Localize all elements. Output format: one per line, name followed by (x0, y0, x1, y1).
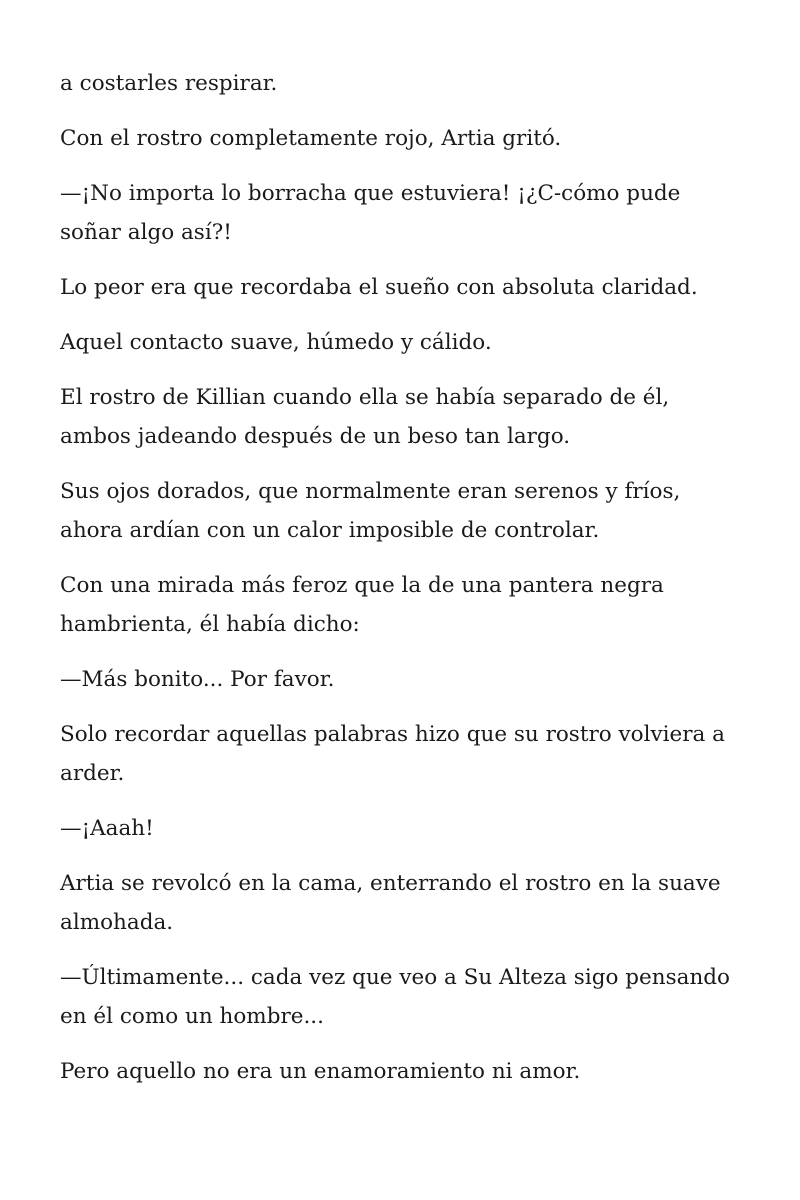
paragraph: —Últimamente... cada vez que veo a Su Alteza sigo pensando en él como un hombre... (60, 965, 730, 1029)
paragraph: —¡No importa lo borracha que estuviera! ¡¿C-cómo pude soñar algo así?! (60, 181, 681, 245)
paragraph: Pero aquello no era un enamoramiento ni amor. (60, 1059, 581, 1084)
paragraph: a costarles respirar. (60, 71, 278, 96)
paragraph: —Más bonito... Por favor. (60, 667, 335, 692)
paragraph: Con el rostro completamente rojo, Artia gritó. (60, 126, 562, 151)
paragraph: Con una mirada más feroz que la de una pantera negra hambrienta, él había dicho: (60, 573, 664, 637)
paragraph: —¡Aaah! (60, 816, 154, 841)
paragraph: El rostro de Killian cuando ella se había separado de él, ambos jadeando después de un beso tan largo. (60, 385, 670, 449)
paragraph: Sus ojos dorados, que normalmente eran serenos y fríos, ahora ardían con un calor imposible de controlar. (60, 479, 681, 543)
paragraph: Lo peor era que recordaba el sueño con absoluta claridad. (60, 275, 698, 300)
paragraph: Solo recordar aquellas palabras hizo que su rostro volviera a arder. (60, 722, 725, 786)
paragraph: Aquel contacto suave, húmedo y cálido. (60, 330, 492, 355)
paragraph: Artia se revolcó en la cama, enterrando el rostro en la suave almohada. (60, 871, 721, 935)
